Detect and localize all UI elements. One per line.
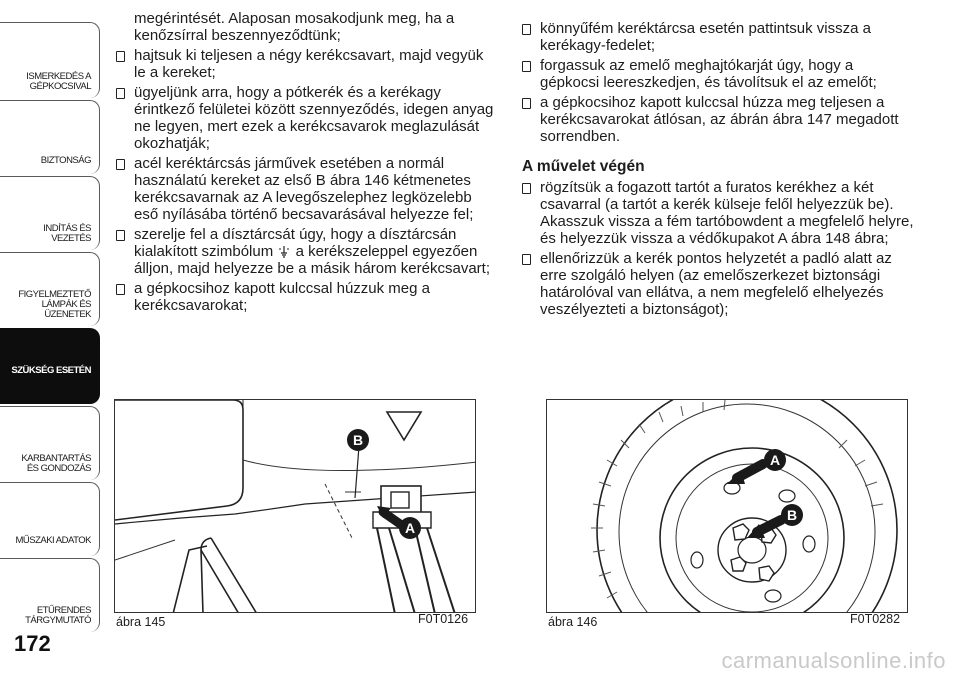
list-item: [116, 226, 494, 277]
checkbox-bullet-icon: [522, 98, 531, 109]
figure-caption: ábra 145: [116, 615, 166, 629]
list-item: [522, 20, 914, 54]
list-item: [116, 84, 494, 152]
list-item-text: a gépkocsihoz kapott kulccsal húzza meg teljesen a kerékcsavarokat átlósan, az ábrán ábra 147 megadott sorrendben.: [540, 94, 899, 145]
valve-symbol-icon: [277, 245, 291, 258]
sidebar-tab-targymutato[interactable]: [0, 558, 100, 632]
figure-code: F0T0282: [850, 612, 901, 626]
list-item-text: könnyűfém keréktárcsa esetén pattintsuk vissza a kerékagy-fedelet;: [540, 20, 871, 54]
list-item-text: a gépkocsihoz kapott kulccsal húzzuk meg a kerékcsavarokat;: [134, 280, 430, 314]
list-item: [116, 47, 494, 81]
list-item-text: hajtsuk ki teljesen a négy kerékcsavart, majd vegyük le a kereket;: [134, 47, 484, 81]
sidebar-tab-label: MŰSZAKI ADATOK: [15, 535, 91, 546]
jack-illustration: [115, 400, 476, 613]
sidebar-tab-label: FIGYELMEZTETŐ LÁMPÁK ÉS ÜZENETEK: [18, 289, 91, 320]
list-item-text: forgassuk az emelő meghajtókarját úgy, hogy a gépkocsi leereszkedjen, és távolítsuk el az emelőt;: [540, 57, 877, 91]
list-item-text: ügyeljünk arra, hogy a pótkerék és a kerékagy érintkező felületei között szennyeződés, idegen anyag ne legyen, mert ezek a kerékcsavarok meglazulását okozhatják;: [134, 84, 494, 152]
figure-146-wheel: [546, 399, 908, 613]
list-item: [116, 280, 494, 314]
list-item: [522, 94, 914, 145]
sidebar-tab-label: INDÍTÁS ÉS VEZETÉS: [43, 223, 91, 244]
checkbox-bullet-icon: [116, 159, 125, 170]
list-item: [522, 250, 914, 318]
checkbox-bullet-icon: [116, 284, 125, 295]
sidebar-tab-muszaki-adatok[interactable]: [0, 482, 100, 556]
intro-paragraph: megérintését. Alaposan mosakodjunk meg, ha a kenőzsírral beszennyeződtünk;: [134, 10, 455, 44]
checkbox-bullet-icon: [522, 24, 531, 35]
list-item-text: acél keréktárcsás járművek esetében a normál használatú kereket az első B ábra 146 kétmenetes kerékcsavarnak az A levegőszelephez legközelebb eső nyílásába történő becsavarásával helyezze fel;: [134, 155, 474, 223]
sidebar-tab-label: ISMERKEDÉS A GÉPKOCSIVAL: [26, 71, 91, 92]
sidebar-tab-label: SZÜKSÉG ESETÉN: [11, 365, 91, 376]
figure-caption: ábra 146: [548, 615, 598, 629]
checkbox-bullet-icon: [116, 88, 125, 99]
list-item: [522, 179, 914, 247]
list-item: [116, 155, 494, 223]
sidebar-tab-ismerkedes[interactable]: [0, 22, 100, 98]
checkbox-bullet-icon: [522, 254, 531, 265]
wheel-illustration: [547, 400, 908, 613]
sidebar-tab-label: KARBANTARTÁS ÉS GONDOZÁS: [21, 453, 91, 474]
checkbox-bullet-icon: [522, 183, 531, 194]
figure-145-jack: [114, 399, 476, 613]
sidebar-tab-label: ETŰRENDES TÁRGYMUTATÓ: [25, 605, 91, 626]
callout-b-label: B: [352, 432, 364, 448]
list-item-text: ellenőrizzük a kerék pontos helyzetét a padló alatt az erre szolgáló helyen (az emelőszerkezet biztonsági határolóval van ellátva, a nem megfelelő elhelyezés veszélyezteti a biztonságot);: [540, 250, 892, 318]
sidebar-tab-szukseg-eseten[interactable]: [0, 328, 100, 404]
sidebar-tab-biztonsag[interactable]: [0, 100, 100, 174]
callout-a-label: A: [404, 520, 416, 536]
checkbox-bullet-icon: [116, 51, 125, 62]
checkbox-bullet-icon: [522, 61, 531, 72]
checkbox-bullet-icon: [116, 230, 125, 241]
sidebar-tab-inditas[interactable]: [0, 176, 100, 250]
watermark-text: carmanualsonline.info: [721, 648, 946, 673]
right-text-column: [522, 20, 914, 321]
section-heading: A művelet végén: [522, 158, 645, 175]
list-item-text: szerelje fel a dísztárcsát úgy, hogy a dísztárcsán kialakított szimbólum a kerékszeleppel egyezően álljon, majd helyezze be a másik három kerékcsavart;: [134, 226, 490, 277]
sidebar-tab-figyelmezteto[interactable]: [0, 252, 100, 326]
sidebar-tab-karbantartas[interactable]: [0, 406, 100, 480]
left-text-column: [116, 10, 494, 317]
page-number: 172: [14, 631, 51, 656]
list-item-text: rögzítsük a fogazott tartót a furatos kerékhez a két csavarral (a tartót a kerék külseje felől helyezzük be). Akasszuk vissza a fém tartóbowdent a megfelelő helyre, és helyezzük vissza a védőkupakot A ábra 148 ábra;: [540, 179, 914, 247]
callout-b-label: B: [786, 507, 798, 523]
sidebar-tab-label: BIZTONSÁG: [40, 155, 91, 166]
figure-code: F0T0126: [418, 612, 469, 626]
list-item: [522, 57, 914, 91]
callout-a-label: A: [769, 452, 781, 468]
